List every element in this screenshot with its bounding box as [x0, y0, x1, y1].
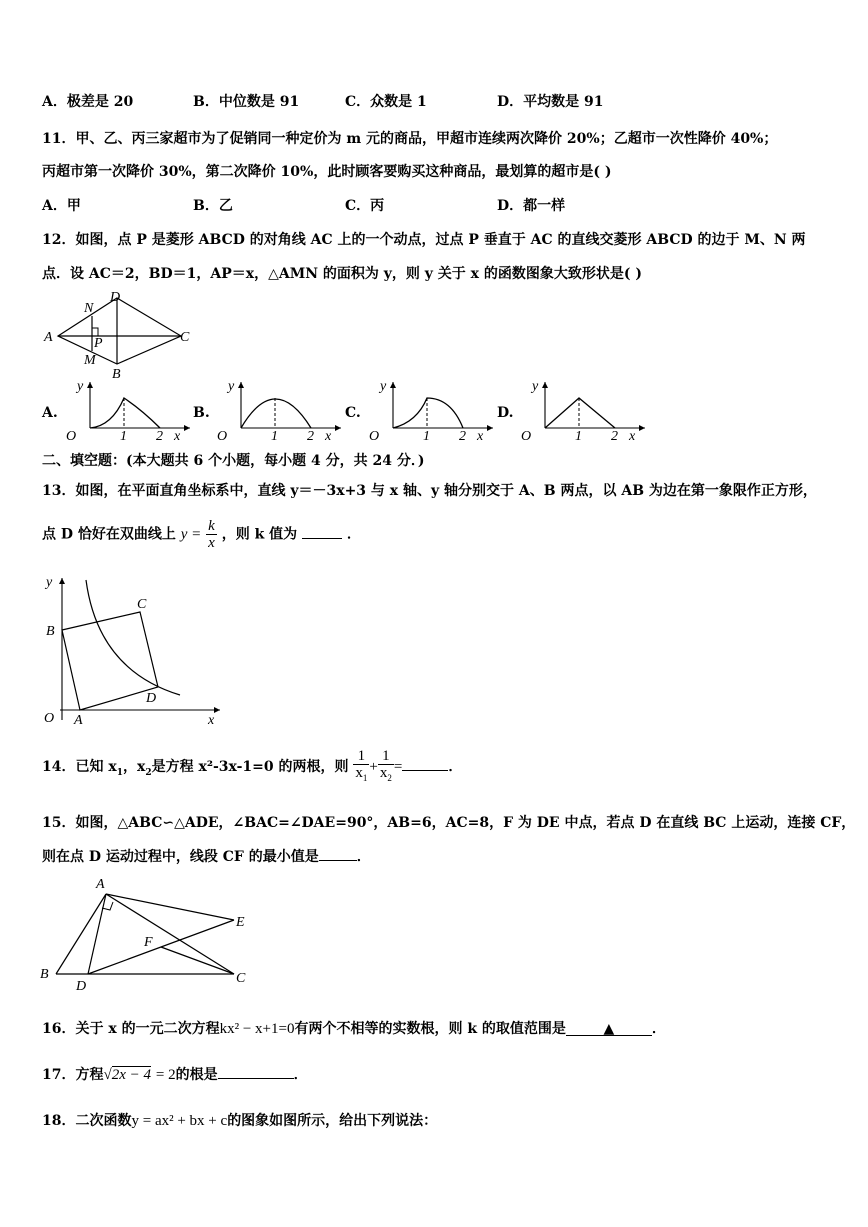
q13-label-b: B: [46, 624, 55, 639]
q12-b-xlabel: x: [325, 429, 332, 444]
q14-frac1-num: 1: [353, 748, 369, 765]
q14-frac1: [353, 748, 369, 786]
q13-line2-end: ．: [346, 526, 361, 543]
q13-line1: 13．如图，在平面直角坐标系中，直线 y＝－3x+3 与 x 轴、y 轴分别交于 A、B 两点，以 AB 为边在第一象限作正方形，: [42, 483, 817, 499]
q17-end: ．: [293, 1067, 308, 1083]
q16-equation: kx² − x+1=0: [219, 1021, 295, 1037]
q14-mid1: ，x: [122, 759, 146, 775]
q14-frac2-den-wrap: [378, 765, 394, 786]
q13-frac-num: k: [208, 518, 215, 534]
q12-graph-b: [213, 378, 345, 444]
q12-label-n: N: [84, 301, 94, 316]
q14-frac2: [378, 748, 394, 786]
q14-frac1-sub: 1: [362, 773, 368, 783]
q15-line2-text: 则在点 D 运动过程中，线段 CF 的最小值是: [42, 849, 319, 865]
q16-answer-blank: [566, 1021, 652, 1036]
q12-b-tick1: 1: [271, 429, 278, 444]
q17-sqrt: √2x − 4: [103, 1067, 151, 1083]
q12-d-tick1: 1: [575, 429, 582, 444]
q12-graph-label-a: A.: [42, 405, 58, 421]
q12-graph-d: [517, 378, 649, 444]
q15-figure: [40, 874, 260, 996]
q17-mid: 的根是: [175, 1067, 218, 1083]
q17-line: [42, 1064, 308, 1084]
q12-rhombus-figure: [40, 288, 200, 380]
q14-frac2-num: 1: [378, 748, 394, 765]
q13-label-d: D: [146, 691, 157, 706]
q14-mid2: 是方程 x²-3x-1=0 的两根，则: [151, 759, 349, 775]
q12-line1: 12．如图，点 P 是菱形 ABCD 的对角线 AC 上的一个动点，过点 P 垂直于 AC 的直线交菱形 ABCD 的边于 M、N 两: [42, 232, 806, 248]
q12-b-ylabel: y: [228, 379, 235, 394]
q10-option-b: B．中位数是 91: [193, 94, 300, 110]
q12-b-origin: O: [217, 429, 228, 444]
q14-end: ．: [448, 759, 463, 775]
q10-option-d: D．平均数是 91: [497, 94, 604, 110]
q13-line2-mid: ，则 k 值为: [221, 526, 298, 543]
q12-label-m: M: [84, 353, 96, 368]
q15-label-f: F: [144, 935, 153, 950]
q15-label-b: B: [40, 967, 49, 982]
q17-answer-blank: [218, 1064, 294, 1079]
q14-frac2-den: x: [379, 765, 388, 781]
q14-frac1-den-wrap: [353, 765, 369, 786]
q11-line1: 11．甲、乙、丙三家超市为了促销同一种定价为 m 元的商品，甲超市连续两次降价 20%；乙超市一次性降价 40%；: [42, 131, 778, 147]
q12-a-xlabel: x: [174, 429, 181, 444]
q13-label-c: C: [137, 597, 147, 612]
q12-a-tick1: 1: [120, 429, 127, 444]
q15-label-d: D: [76, 979, 87, 994]
q14-frac1-den: x: [355, 765, 363, 781]
q13-eq-lhs: y =: [180, 526, 202, 543]
q18-equation: y = ax² + bx + c: [131, 1113, 228, 1129]
q14-answer-blank: [402, 756, 448, 771]
q12-graph-label-c: C.: [345, 405, 361, 421]
q14-plus: +: [369, 759, 378, 775]
q13-answer-blank: [302, 524, 342, 539]
q15-line2: [42, 846, 371, 866]
q14-sub2: 2: [145, 767, 152, 778]
q13-label-y: y: [46, 575, 53, 590]
q11-option-a: A．甲: [42, 198, 81, 214]
q15-answer-blank: [319, 846, 357, 861]
q14-frac2-sub: 2: [387, 773, 392, 783]
q13-line2-text: 点 D 恰好在双曲线上: [42, 526, 176, 543]
q11-option-d: D．都一样: [497, 198, 566, 214]
q12-d-ylabel: y: [532, 379, 539, 394]
q10-option-a: A．极差是 20: [42, 94, 134, 110]
q18-prefix: 18．二次函数: [42, 1113, 132, 1129]
q12-a-origin: O: [66, 429, 77, 444]
q12-graph-label-d: D.: [497, 405, 514, 421]
q12-label-p: P: [94, 336, 103, 351]
q10-option-c: C．众数是 1: [345, 94, 427, 110]
q15-label-c: C: [236, 971, 246, 986]
q13-label-o: O: [44, 711, 55, 726]
q12-c-tick1: 1: [423, 429, 430, 444]
q12-d-xlabel: x: [629, 429, 636, 444]
q16-line: [42, 1018, 666, 1038]
q14-eq: =: [393, 759, 403, 775]
q12-c-tick2: 2: [459, 429, 466, 444]
q18-line: [42, 1110, 437, 1130]
q12-graph-a: [62, 378, 194, 444]
q12-c-ylabel: y: [380, 379, 387, 394]
q14-line: [42, 748, 462, 792]
q12-graph-label-b: B.: [193, 405, 210, 421]
section2-title: 二、填空题：(本大题共 6 个小题，每小题 4 分，共 24 分．): [42, 453, 425, 469]
q17-prefix: 17．方程: [42, 1067, 104, 1083]
q16-end: ．: [651, 1021, 666, 1037]
q17-radicand: 2x − 4: [111, 1067, 151, 1083]
q12-label-b: B: [112, 367, 121, 382]
q12-line2: 点．设 AC＝2，BD＝1，AP＝x，△AMN 的面积为 y，则 y 关于 x 的函数图象大致形状是( ): [42, 266, 642, 282]
q13-label-x: x: [208, 713, 215, 728]
q15-line1: 15．如图，△ABC∽△ADE，∠BAC=∠DAE=90°，AB=6，AC=8，F 为 DE 中点，若点 D 在直线 BC 上运动，连接 CF，: [42, 815, 856, 831]
q13-fraction: [206, 518, 217, 551]
q16-triangle: ▲: [603, 1021, 615, 1037]
q12-a-tick2: 2: [156, 429, 163, 444]
q12-b-tick2: 2: [307, 429, 314, 444]
q12-graph-c: [365, 378, 497, 444]
q11-line2: 丙超市第一次降价 30%，第二次降价 10%，此时顾客要购买这种商品，最划算的超市是( ): [42, 164, 612, 180]
q12-a-ylabel: y: [77, 379, 84, 394]
q15-label-a: A: [96, 877, 105, 892]
q12-label-c: C: [180, 330, 190, 345]
q13-frac-den: x: [208, 535, 215, 551]
q13-label-a: A: [74, 713, 83, 728]
q15-line2-end: ．: [356, 849, 371, 865]
q12-label-a: A: [44, 330, 53, 345]
q16-prefix: 16．关于 x 的一元二次方程: [42, 1021, 220, 1037]
q13-figure: [40, 570, 230, 730]
q12-label-d: D: [110, 290, 121, 305]
q15-label-e: E: [236, 915, 245, 930]
q12-c-origin: O: [369, 429, 380, 444]
q16-mid: 有两个不相等的实数根，则 k 的取值范围是: [294, 1021, 566, 1037]
q12-c-xlabel: x: [477, 429, 484, 444]
q17-eq: = 2: [155, 1067, 176, 1083]
q14-sub1: 1: [116, 767, 123, 778]
q13-line2: [42, 518, 361, 551]
q18-suffix: 的图象如图所示，给出下列说法：: [227, 1113, 438, 1129]
q11-option-b: B．乙: [193, 198, 233, 214]
q14-prefix: 14．已知 x: [42, 759, 117, 775]
q11-option-c: C．丙: [345, 198, 385, 214]
q12-d-origin: O: [521, 429, 532, 444]
q12-d-tick2: 2: [611, 429, 618, 444]
